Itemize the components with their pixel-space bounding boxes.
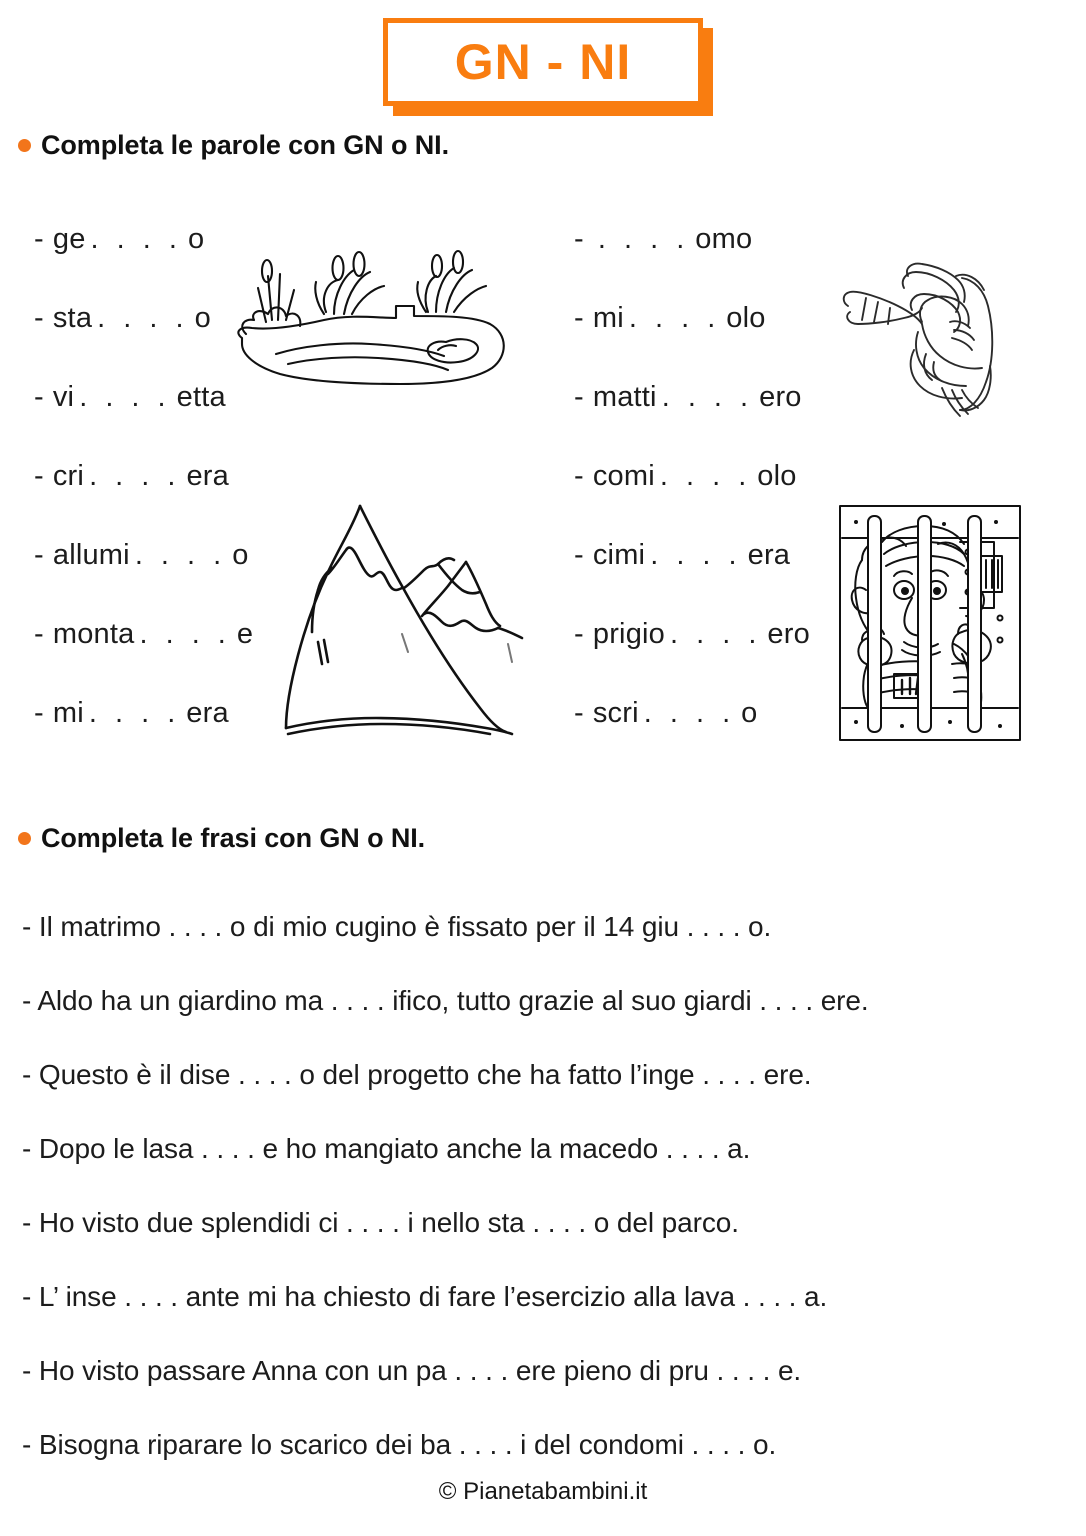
word-prefix: vi [52,381,75,413]
word-prefix: mi [52,697,84,729]
sentence-item[interactable]: - Aldo ha un giardino ma . . . . ifico, tutto grazie al suo giardi . . . . ere. [22,985,869,1016]
word-item[interactable] [34,358,253,437]
sentence-item[interactable]: - Il matrimo . . . . o di mio cugino è fissato per il 14 giu . . . . o. [22,911,772,942]
word-item[interactable] [34,516,253,595]
word-prefix: comi [592,460,655,492]
footer-credit: © Pianetabambini.it [438,1478,648,1505]
word-item[interactable] [34,279,253,358]
word-prefix: scri [592,697,639,729]
word-suffix: o [232,539,249,571]
pond-illustration [228,246,524,392]
word-blank[interactable]: . . . . [659,460,752,492]
word-blank[interactable]: . . . . [97,302,189,334]
word-column-left [34,200,253,753]
word-dash: - [34,697,44,729]
word-item[interactable] [574,437,810,516]
word-dash: - [574,302,584,334]
title-box-with-shadow [383,18,703,106]
sentence-item[interactable]: - Dopo le lasa . . . . e ho mangiato anche la macedo . . . . a. [22,1133,751,1164]
title-box [383,18,703,106]
word-prefix: sta [52,302,93,334]
exercise-2-sentence-list [22,890,1072,1482]
word-suffix: era [186,697,229,729]
bullet-icon [18,139,31,152]
word-item[interactable] [574,279,810,358]
word-item[interactable] [574,674,810,753]
word-dash: - [34,539,44,571]
exercise-1-instruction [18,130,449,161]
word-item[interactable] [34,437,253,516]
word-dash: - [574,460,584,492]
word-suffix: olo [726,302,766,334]
sentence-item[interactable]: - L’ inse . . . . ante mi ha chiesto di fare l’esercizio alla lava . . . . a. [22,1281,828,1312]
word-blank[interactable]: . . . . [628,302,721,334]
bullet-icon [18,832,31,845]
word-suffix: o [741,697,758,729]
word-item[interactable] [34,200,253,279]
word-prefix: mi [592,302,624,334]
word-prefix: allumi [52,539,130,571]
sentence-item[interactable]: - Ho visto due splendidi ci . . . . i nello sta . . . . o del parco. [22,1207,739,1238]
word-blank[interactable]: . . . . [79,381,171,413]
sentence-item[interactable]: - Ho visto passare Anna con un pa . . . . ere pieno di pru . . . . e. [22,1355,802,1386]
word-dash: - [574,697,584,729]
page-title-container [0,18,1086,106]
mountains-illustration [272,492,544,744]
word-suffix: ero [759,381,802,413]
word-prefix: cri [52,460,85,492]
word-dash: - [34,618,44,650]
word-dash: - [574,223,584,255]
word-dash: - [34,460,44,492]
word-suffix: e [236,618,254,650]
word-blank[interactable]: . . . . [134,539,227,571]
sentence-item[interactable]: - Bisogna riparare lo scarico dei ba . . . . i del condomi . . . . o. [22,1429,777,1460]
word-item[interactable] [34,595,253,674]
word-item[interactable] [34,674,253,753]
word-suffix: o [187,223,205,255]
word-prefix: monta [52,618,135,650]
sentence-item[interactable]: - Questo è il dise . . . . o del progetto che ha fatto l’inge . . . . ere. [22,1059,812,1090]
exercise-1-instruction-text: Completa le parole con GN o NI. [41,130,449,160]
word-blank[interactable]: . . . . [643,697,736,729]
word-blank[interactable]: . . . . [88,697,181,729]
hand-pinky-illustration [826,258,1018,420]
word-blank[interactable]: . . . . [89,460,181,492]
exercise-2-instruction-text: Completa le frasi con GN o NI. [41,823,426,853]
word-blank[interactable]: . . . . [661,381,754,413]
word-blank[interactable]: . . . . [597,223,690,255]
word-suffix: ero [767,618,810,650]
word-dash: - [574,618,584,650]
word-item[interactable] [574,516,810,595]
word-prefix: ge [52,223,86,255]
word-suffix: omo [695,223,753,255]
word-suffix: etta [176,381,226,413]
word-dash: - [34,381,44,413]
word-prefix: prigio [592,618,665,650]
word-prefix: cimi [592,539,646,571]
word-dash: - [34,302,44,334]
word-suffix: era [186,460,229,492]
word-suffix: olo [757,460,797,492]
word-blank[interactable]: . . . . [139,618,231,650]
prisoner-illustration [832,498,1028,748]
word-prefix: matti [592,381,657,413]
word-blank[interactable]: . . . . [670,618,762,650]
word-item[interactable] [574,200,810,279]
word-dash: - [574,539,584,571]
word-dash: - [574,381,584,413]
word-item[interactable] [574,595,810,674]
word-blank[interactable]: . . . . [90,223,182,255]
word-item[interactable] [574,358,810,437]
word-suffix: era [747,539,791,571]
word-column-right [574,200,810,753]
word-dash: - [34,223,44,255]
word-blank[interactable]: . . . . [650,539,742,571]
word-suffix: o [194,302,211,334]
exercise-2-instruction [18,823,425,854]
page-title: GN - NI [454,34,632,90]
